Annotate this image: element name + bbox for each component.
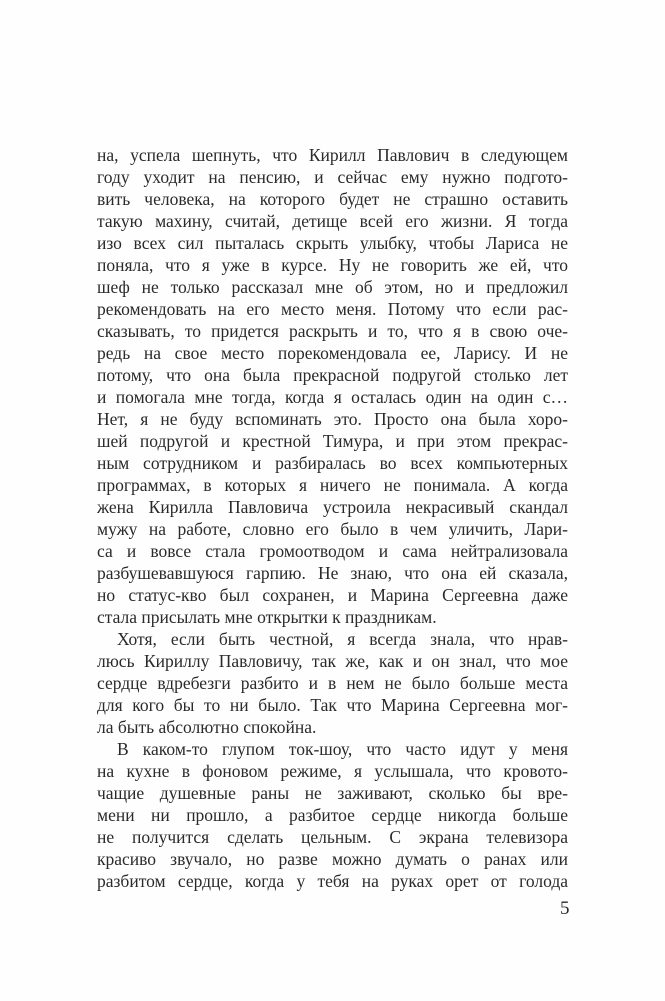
text-line: потому, что она была прекрасной подругой столько лет [97,365,568,385]
text-line: разбушевавшуюся гарпию. Не знаю, что она ей сказала, [97,563,568,583]
text-line: году уходит на пенсию, и сейчас ему нужно подгото- [97,167,568,187]
text-line: не получится сделать цельным. С экрана телевизора [97,827,568,847]
text-line: чащие душевные раны не заживают, сколько бы вре- [97,783,568,803]
text-line: редь на свое место порекомендовала ее, Ларису. И не [97,343,568,363]
text-line: рекомендовать на его место меня. Потому что если рас- [97,299,568,319]
text-line: мени ни прошло, а разбитое сердце никогда больше [97,805,568,825]
text-line: стала присылать мне открытки к праздникам. [97,607,437,627]
text-line: В каком-то глупом ток-шоу, что часто идут у меня [117,739,568,759]
text-line: жена Кирилла Павловича устроила некрасивый скандал [97,497,568,517]
page-body-text [97,144,568,892]
text-line: и помогала мне тогда, когда я осталась один на один с… [97,387,568,407]
text-line: Нет, я не буду вспоминать это. Просто она была хоро- [97,409,568,429]
text-line: изо всех сил пыталась скрыть улыбку, чтобы Лариса не [97,233,568,253]
text-line: ным сотрудником и разбиралась во всех компьютерных [97,453,568,473]
text-line: сказывать, то придется раскрыть и то, что я в свою оче- [97,321,568,341]
text-line: красиво звучало, но разве можно думать о ранах или [97,849,568,869]
text-line: на кухне в фоновом режиме, я услышала, что кровото- [97,761,568,781]
text-line: шеф не только рассказал мне об этом, но и предложил [97,277,568,297]
text-line: сердце вдребезги разбито и в нем не было больше места [97,673,568,693]
text-line: Хотя, если быть честной, я всегда знала, что нрав- [117,629,568,649]
text-line: ла быть абсолютно спокойна. [97,717,317,737]
text-line: поняла, что я уже в курсе. Ну не говорить же ей, что [97,255,568,275]
text-line: вить человека, на которого будет не страшно оставить [97,189,568,209]
text-line: са и вовсе стала громоотводом и сама нейтрализовала [97,541,568,561]
text-line: но статус-кво был сохранен, и Марина Сергеевна даже [97,585,568,605]
text-line: шей подругой и крестной Тимура, и при этом прекрас- [97,431,568,451]
text-line: программах, в которых я ничего не понимала. А когда [97,475,568,495]
text-line: люсь Кириллу Павловичу, так же, как и он знал, что мое [97,651,568,671]
text-line: разбитом сердце, когда у тебя на руках орет от голода [97,871,568,891]
text-line: мужу на работе, словно его было в чем уличить, Лари- [97,519,568,539]
text-line: для кого бы то ни было. Так что Марина Сергеевна мог- [97,695,568,715]
text-line: такую махину, считай, детище всей его жизни. Я тогда [97,211,568,231]
text-line: на, успела шепнуть, что Кирилл Павлович в следующем [97,145,568,165]
page-number: 5 [560,898,570,919]
